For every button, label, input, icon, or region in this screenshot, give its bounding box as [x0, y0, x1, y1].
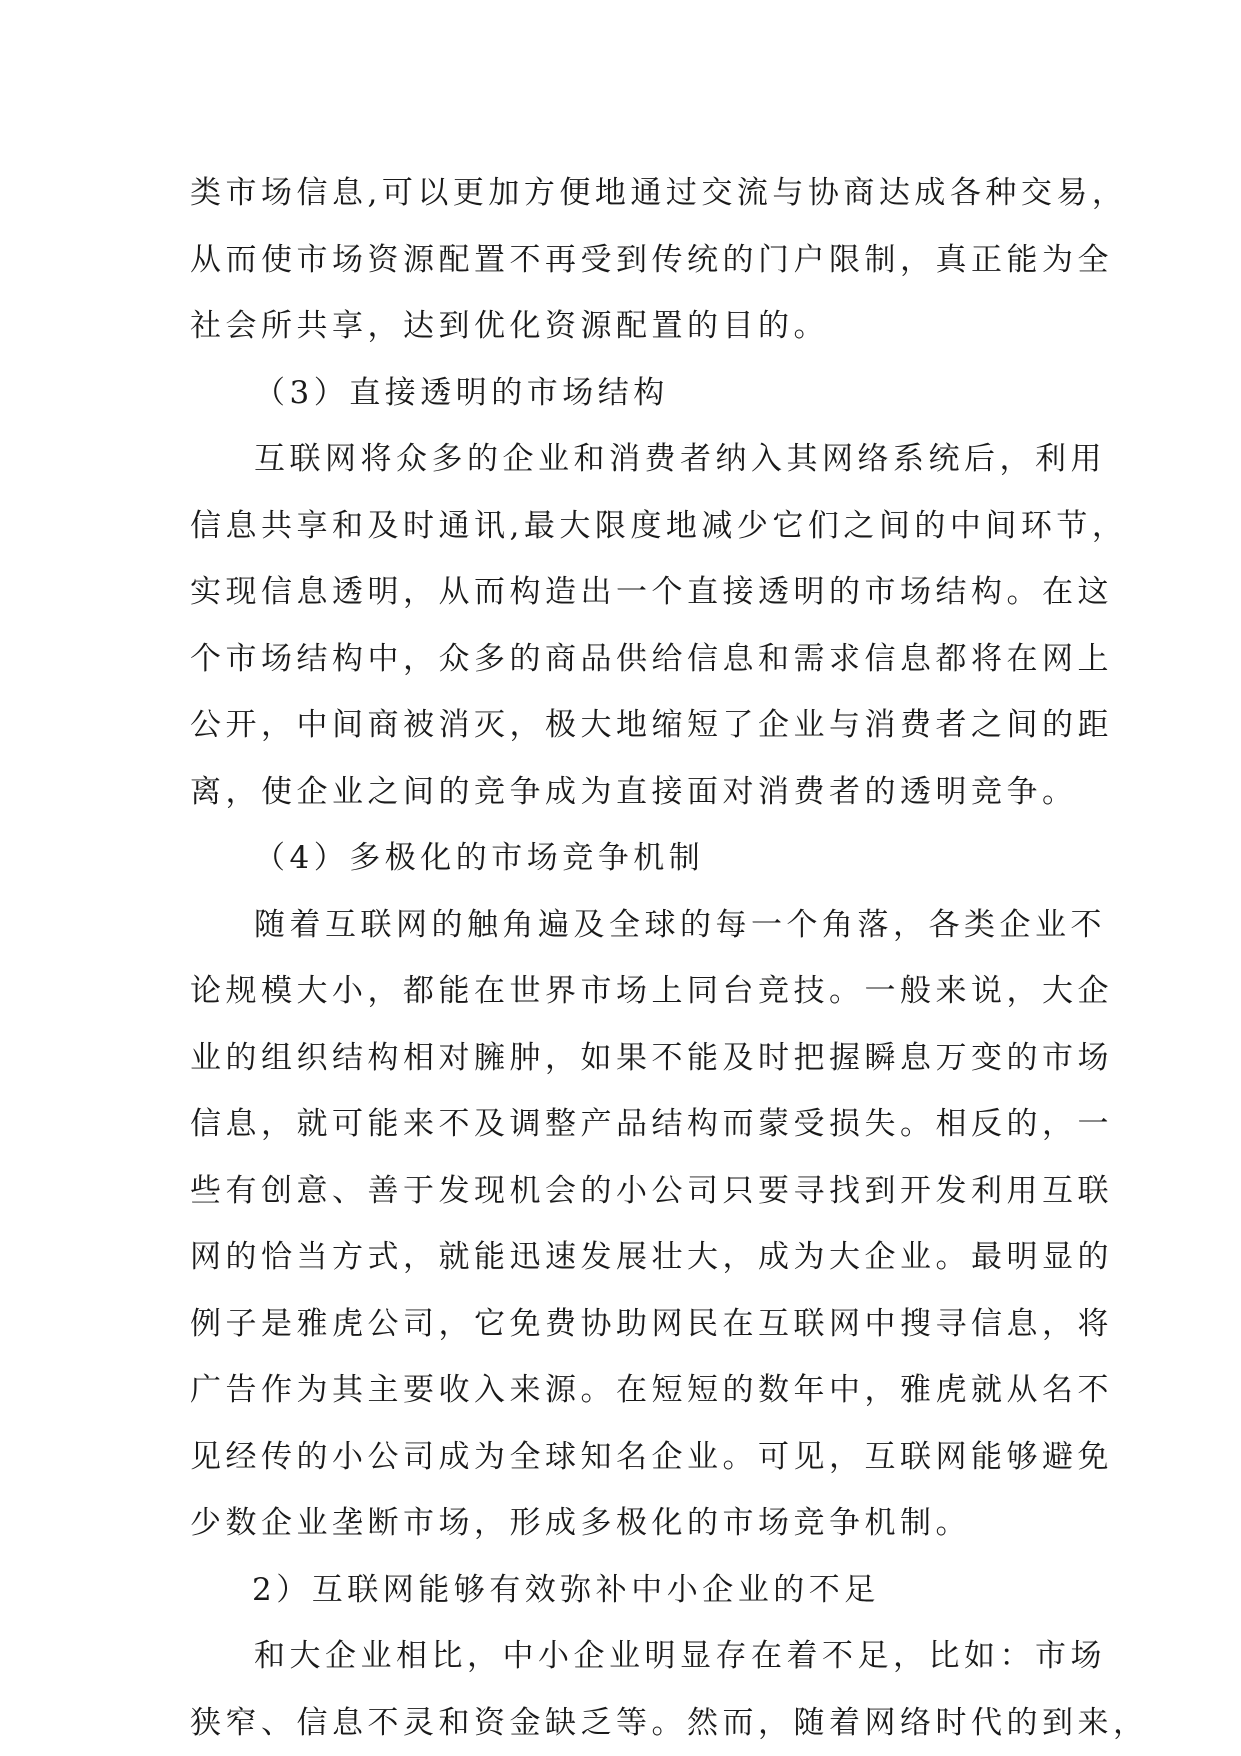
paragraph-first-line: 互联网将众多的企业和消费者纳入其网络系统后，利用 [190, 426, 1070, 493]
text-line: 离，使企业之间的竞争成为直接面对消费者的透明竞争。 [190, 759, 1070, 826]
paragraph-first-line: 随着互联网的触角遍及全球的每一个角落，各类企业不 [190, 892, 1070, 959]
text-line: 例子是雅虎公司，它免费协助网民在互联网中搜寻信息，将 [190, 1291, 1070, 1358]
paragraph-first-line: 和大企业相比，中小企业明显存在着不足，比如：市场 [190, 1623, 1070, 1690]
text-line: 类市场信息,可以更加方便地通过交流与协商达成各种交易， [190, 160, 1070, 227]
text-line: 狭窄、信息不灵和资金缺乏等。然而，随着网络时代的到来， [190, 1690, 1070, 1756]
text-line: 些有创意、善于发现机会的小公司只要寻找到开发利用互联 [190, 1158, 1070, 1225]
text-line: 业的组织结构相对臃肿，如果不能及时把握瞬息万变的市场 [190, 1025, 1070, 1092]
body-text [190, 160, 1070, 1756]
text-line: 从而使市场资源配置不再受到传统的门户限制，真正能为全 [190, 227, 1070, 294]
text-line: 实现信息透明，从而构造出一个直接透明的市场结构。在这 [190, 559, 1070, 626]
text-line: 信息共享和及时通讯,最大限度地减少它们之间的中间环节， [190, 493, 1070, 560]
text-line: 广告作为其主要收入来源。在短短的数年中，雅虎就从名不 [190, 1357, 1070, 1424]
section-heading: 2）互联网能够有效弥补中小企业的不足 [190, 1557, 1070, 1624]
text-line: 社会所共享，达到优化资源配置的目的。 [190, 293, 1070, 360]
subsection-heading: （4）多极化的市场竞争机制 [190, 825, 1070, 892]
text-line: 见经传的小公司成为全球知名企业。可见，互联网能够避免 [190, 1424, 1070, 1491]
text-line: 公开，中间商被消灭，极大地缩短了企业与消费者之间的距 [190, 692, 1070, 759]
text-line: 个市场结构中，众多的商品供给信息和需求信息都将在网上 [190, 626, 1070, 693]
text-line: 少数企业垄断市场，形成多极化的市场竞争机制。 [190, 1490, 1070, 1557]
text-line: 论规模大小，都能在世界市场上同台竞技。一般来说，大企 [190, 958, 1070, 1025]
text-line: 信息，就可能来不及调整产品结构而蒙受损失。相反的，一 [190, 1091, 1070, 1158]
text-line: 网的恰当方式，就能迅速发展壮大，成为大企业。最明显的 [190, 1224, 1070, 1291]
subsection-heading: （3）直接透明的市场结构 [190, 360, 1070, 427]
